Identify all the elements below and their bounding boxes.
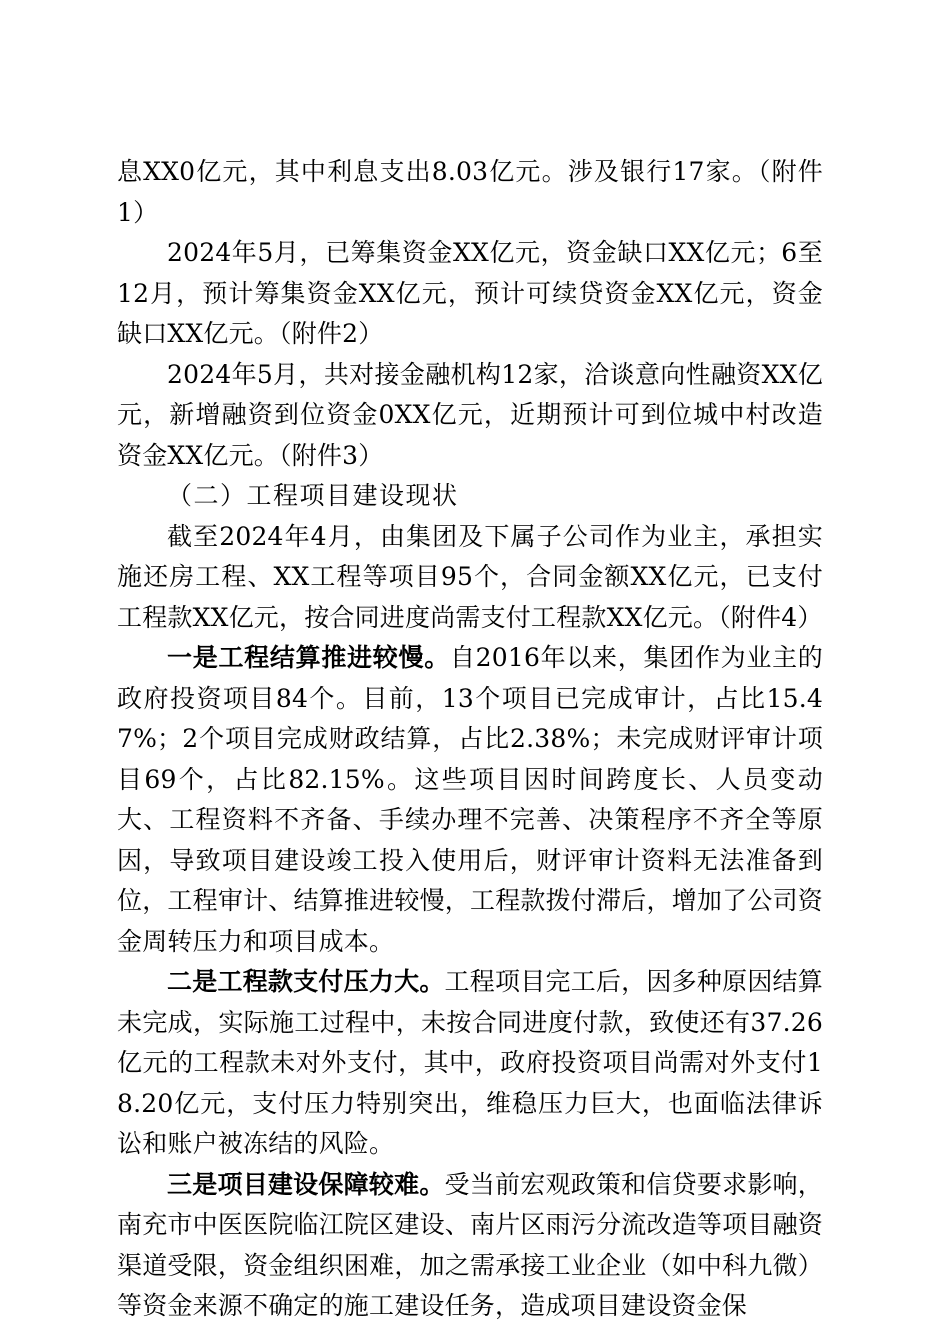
lead-sentence-payment: 二是工程款支付压力大。 <box>167 967 445 996</box>
body-text-settlement: 自2016年以来，集团作为业主的政府投资项目84个。目前，13个项目已完成审计，占比15.47%；2个项目完成财政结算，占比2.38%；未完成财评审计项目69个，占比82.15%。这些项目因时间跨度长、人员变动大、工程资料不齐备、手续办理不完善、决策程序不齐全等原因，导致项目建设竣工投入使用后，财评审计资料无法准备到位，工程审计、结算推进较慢，工程款拨付滞后，增加了公司资金周转压力和项目成本。 <box>117 643 824 956</box>
lead-sentence-guarantee: 三是项目建设保障较难。 <box>167 1169 445 1199</box>
document-page <box>117 152 823 1327</box>
paragraph-payment-pressure <box>117 962 823 1165</box>
paragraph-financing-docking: 2024年5月，共对接金融机构12家，洽谈意向性融资XX亿元，新增融资到位资金0XX亿元，近期预计可到位城中村改造资金XX亿元。（附件3） <box>117 359 823 470</box>
paragraph-interest-summary: 息XX0亿元，其中利息支出8.03亿元。涉及银行17家。（附件1） <box>117 157 823 227</box>
paragraph-settlement-slow <box>117 638 823 962</box>
section-heading-engineering-status: （二）工程项目建设现状 <box>167 481 459 510</box>
body-text-guarantee: 受当前宏观政策和信贷要求影响，南充市中医医院临江院区建设、南片区雨污分流改造等项目融资渠道受限，资金组织困难，加之需承接工业企业（如中科九微）等资金来源不确定的施工建设任务，造成项目建设资金保 <box>117 1169 823 1320</box>
paragraph-construction-guarantee <box>117 1165 823 1327</box>
paragraph-project-overview: 截至2024年4月，由集团及下属子公司作为业主，承担实施还房工程、XX工程等项目95个，合同金额XX亿元，已支付工程款XX亿元，按合同进度尚需支付工程款XX亿元。（附件4） <box>117 521 823 632</box>
body-text-payment: 工程项目完工后，因多种原因结算未完成，实际施工过程中，未按合同进度付款，致使还有37.26亿元的工程款未对外支付，其中，政府投资项目尚需对外支付18.20亿元，支付压力特别突出，维稳压力巨大，也面临法律诉讼和账户被冻结的风险。 <box>117 967 823 1158</box>
paragraph-funding-gap: 2024年5月，已筹集资金XX亿元，资金缺口XX亿元；6至12月，预计筹集资金XX亿元，预计可续贷资金XX亿元，资金缺口XX亿元。（附件2） <box>117 238 823 348</box>
lead-sentence-settlement: 一是工程结算推进较慢。 <box>167 643 450 672</box>
